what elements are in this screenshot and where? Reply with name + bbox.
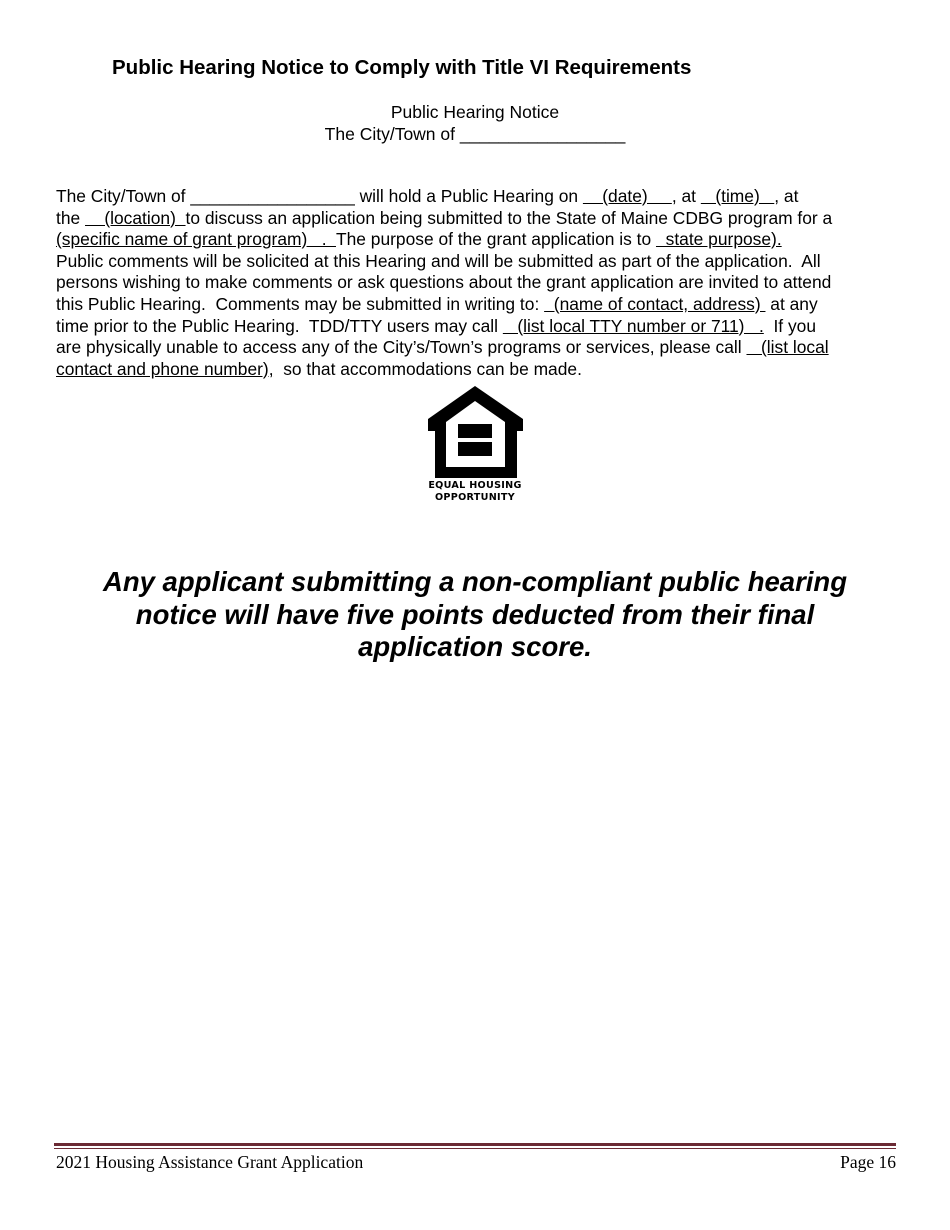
footer-rule	[54, 1143, 896, 1146]
document-heading: Public Hearing Notice to Comply with Title VI Requirements	[112, 56, 692, 79]
contact-address-blank: (name of contact, address)	[544, 293, 766, 314]
purpose-blank: state purpose).	[655, 229, 782, 250]
equal-housing-house-icon	[427, 386, 523, 478]
equal-housing-logo	[427, 386, 523, 506]
body-line: contact and phone number), so that accommodations can be made.	[56, 358, 582, 379]
body-line: (specific name of grant program) . The purpose of the grant application is to state purpose).	[56, 229, 782, 250]
location-blank: (location)	[85, 207, 186, 228]
notice-subtitle: The City/Town of _________________	[324, 124, 626, 144]
logo-line-1: EQUAL HOUSING	[428, 480, 522, 491]
body-line: are physically unable to access any of the City’s/Town’s programs or services, please call (list local	[56, 337, 829, 358]
local-contact-blank: (list local	[746, 337, 829, 358]
body-line: The City/Town of _________________ will hold a Public Hearing on (date) , at (time) , at	[56, 186, 799, 206]
body-line: this Public Hearing. Comments may be submitted in writing to: (name of contact, address) at any	[56, 293, 818, 314]
body-line: Public comments will be solicited at this Hearing and will be submitted as part of the application. All	[56, 250, 821, 271]
warning-text: Any applicant submitting a non-compliant public hearing notice will have five points deducted from their final application score.	[102, 566, 848, 662]
body-line: time prior to the Public Hearing. TDD/TTY users may call (list local TTY number or 711) . If you	[56, 315, 816, 336]
footer-document-title: 2021 Housing Assistance Grant Application	[56, 1152, 364, 1172]
body-line: persons wishing to make comments or ask questions about the grant application are invited to attend	[56, 272, 832, 293]
body-line: the (location) to discuss an application being submitted to the State of Maine CDBG program for a	[56, 207, 833, 228]
notice-body	[56, 186, 896, 380]
date-blank: (date)	[582, 186, 672, 206]
logo-line-2: OPPORTUNITY	[434, 492, 516, 503]
tty-number-blank: (list local TTY number or 711) .	[502, 315, 764, 336]
time-blank: (time)	[700, 186, 775, 206]
footer-page-number: Page 16	[840, 1152, 896, 1172]
footer-rule-thin	[54, 1148, 896, 1149]
grant-program-blank: (specific name of grant program) .	[56, 229, 336, 250]
notice-title: Public Hearing Notice	[390, 102, 560, 122]
local-contact-blank-cont: contact and phone number),	[56, 358, 274, 379]
